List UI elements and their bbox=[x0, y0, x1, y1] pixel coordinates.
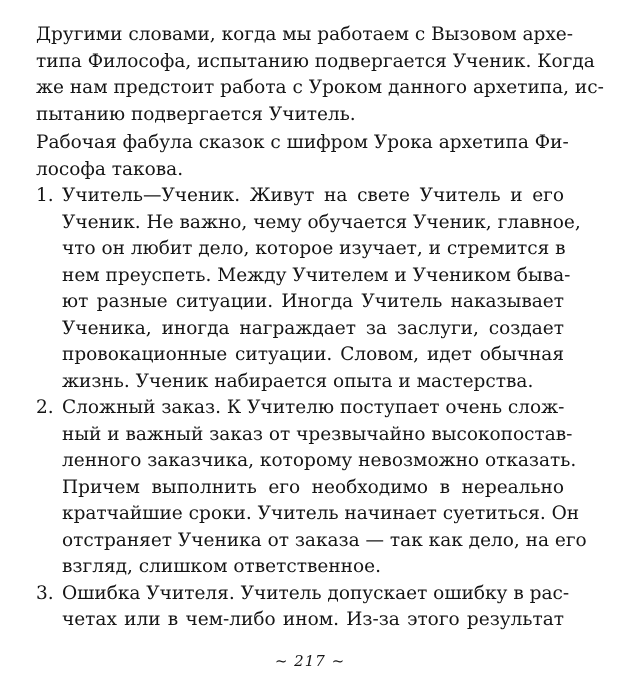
text-line: Сложный заказ. К Учителю поступает очень слож- bbox=[62, 397, 565, 418]
text-line: Причем выполнить его необходимо в нереально bbox=[62, 476, 564, 498]
text-line: жизнь. Ученик набирается опыта и мастерства. bbox=[62, 370, 534, 392]
text-line: Рабочая фабула сказок с шифром Урока архетипа Фи- bbox=[36, 132, 569, 153]
text-column bbox=[36, 22, 604, 634]
list-number: 3. bbox=[36, 582, 54, 604]
text-line: ный и важный заказ от чрезвычайно высокопостав- bbox=[62, 423, 573, 445]
text-line: ленного заказчика, которому невозможно отказать. bbox=[62, 450, 577, 471]
list-item-body bbox=[62, 581, 570, 634]
text-line: пытанию подвергается Учитель. bbox=[36, 103, 356, 125]
text-line: Ученика, иногда награждает за заслуги, создает bbox=[62, 317, 564, 339]
list-item-body bbox=[62, 395, 587, 581]
text-line: же нам предстоит работа с Уроком данного архетипа, ис- bbox=[36, 77, 604, 98]
numbered-list bbox=[36, 183, 587, 634]
text-line: Ошибка Учителя. Учитель допускает ошибку в рас- bbox=[62, 582, 570, 604]
text-line: провокационные ситуации. Словом, идет обычная bbox=[62, 344, 564, 365]
paragraph-fabula bbox=[36, 130, 569, 183]
text-line: взгляд, слишком ответственное. bbox=[62, 556, 381, 577]
text-line: кратчайшие сроки. Учитель начинает суетиться. Он bbox=[62, 503, 580, 524]
text-line: четах или в чем-либо ином. Из-за этого результат bbox=[62, 609, 564, 630]
text-line: нем преуспеть. Между Учителем и Учеником быва- bbox=[62, 264, 571, 286]
list-item-body bbox=[62, 183, 581, 395]
page-number: ~ 217 ~ bbox=[274, 652, 346, 670]
text-line: типа Философа, испытанию подвергается Ученик. Когда bbox=[36, 50, 595, 72]
text-line: Ученик. Не важно, чему обучается Ученик, главное, bbox=[62, 211, 581, 233]
list-number: 1. bbox=[36, 185, 54, 206]
text-line: ют разные ситуации. Иногда Учитель наказывает bbox=[62, 291, 564, 312]
list-item-2 bbox=[36, 395, 587, 581]
list-item-1 bbox=[36, 183, 581, 395]
list-number: 2. bbox=[36, 397, 54, 418]
text-line: что он любит дело, которое изучает, и стремится в bbox=[62, 238, 566, 259]
text-line: лософа такова. bbox=[36, 158, 184, 180]
paragraph-intro bbox=[36, 22, 604, 128]
text-line: Другими словами, когда мы работаем с Вызовом архе- bbox=[36, 24, 574, 45]
list-item-3 bbox=[36, 581, 570, 634]
text-line: Учитель—Ученик. Живут на свете Учитель и его bbox=[62, 185, 564, 206]
text-line: отстраняет Ученика от заказа — так как дело, на его bbox=[62, 529, 587, 551]
